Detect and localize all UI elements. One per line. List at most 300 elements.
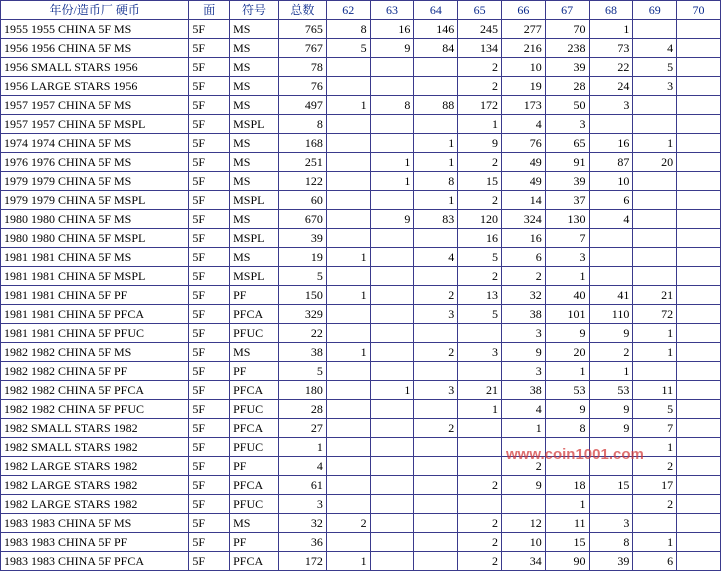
row-grade-67	[545, 438, 589, 457]
row-grade-65: 2	[458, 476, 502, 495]
row-grade-65: 2	[458, 267, 502, 286]
row-description: 1982 SMALL STARS 1982	[1, 438, 189, 457]
row-grade-68	[589, 229, 633, 248]
row-grade-62: 1	[326, 343, 370, 362]
row-total: 39	[279, 229, 327, 248]
table-row[interactable]	[1, 134, 721, 153]
row-grade-68: 3	[589, 514, 633, 533]
row-grade-67: 40	[545, 286, 589, 305]
row-grade-62	[326, 476, 370, 495]
table-row[interactable]	[1, 286, 721, 305]
row-face-value: 5F	[189, 343, 230, 362]
row-description: 1982 1982 CHINA 5F PFUC	[1, 400, 189, 419]
row-face-value: 5F	[189, 134, 230, 153]
row-grade-70	[677, 248, 721, 267]
row-grade-66: 216	[501, 39, 545, 58]
row-description: 1980 1980 CHINA 5F MS	[1, 210, 189, 229]
table-row[interactable]	[1, 58, 721, 77]
row-grade-65: 21	[458, 381, 502, 400]
row-grade-70	[677, 153, 721, 172]
row-face-value: 5F	[189, 362, 230, 381]
row-description: 1957 1957 CHINA 5F MS	[1, 96, 189, 115]
table-row[interactable]	[1, 77, 721, 96]
table-row[interactable]	[1, 533, 721, 552]
row-grade-64: 1	[414, 153, 458, 172]
row-face-value: 5F	[189, 191, 230, 210]
row-total: 27	[279, 419, 327, 438]
row-total: 28	[279, 400, 327, 419]
row-grade-67: 238	[545, 39, 589, 58]
row-grade-69: 20	[633, 153, 677, 172]
row-grade-68: 39	[589, 552, 633, 571]
row-grade-64	[414, 229, 458, 248]
row-grade-62	[326, 172, 370, 191]
row-grade-69	[633, 248, 677, 267]
row-total: 19	[279, 248, 327, 267]
row-designation: MS	[230, 153, 279, 172]
row-grade-64	[414, 438, 458, 457]
row-grade-69	[633, 96, 677, 115]
row-description: 1979 1979 CHINA 5F MS	[1, 172, 189, 191]
row-grade-70	[677, 495, 721, 514]
row-grade-66: 76	[501, 134, 545, 153]
table-row[interactable]	[1, 20, 721, 39]
col-header-65: 65	[458, 1, 502, 20]
row-grade-70	[677, 191, 721, 210]
row-grade-64	[414, 476, 458, 495]
row-grade-66: 32	[501, 286, 545, 305]
row-grade-63	[370, 457, 414, 476]
row-grade-62: 1	[326, 286, 370, 305]
row-grade-66: 14	[501, 191, 545, 210]
row-grade-62	[326, 438, 370, 457]
row-grade-68: 4	[589, 210, 633, 229]
row-designation: MS	[230, 248, 279, 267]
row-grade-67: 3	[545, 115, 589, 134]
row-grade-64	[414, 58, 458, 77]
row-grade-70	[677, 419, 721, 438]
row-grade-62: 5	[326, 39, 370, 58]
watermark-text: www.coin1001.com	[506, 446, 644, 463]
row-grade-62	[326, 362, 370, 381]
row-grade-65: 2	[458, 191, 502, 210]
row-grade-68: 41	[589, 286, 633, 305]
table-row[interactable]	[1, 343, 721, 362]
table-row[interactable]	[1, 153, 721, 172]
row-grade-64: 2	[414, 419, 458, 438]
row-grade-63	[370, 305, 414, 324]
row-grade-64	[414, 115, 458, 134]
row-face-value: 5F	[189, 210, 230, 229]
row-grade-65	[458, 438, 502, 457]
row-grade-67: 9	[545, 324, 589, 343]
col-header-69: 69	[633, 1, 677, 20]
row-grade-70	[677, 172, 721, 191]
row-grade-62	[326, 324, 370, 343]
row-grade-65: 5	[458, 305, 502, 324]
row-grade-65: 134	[458, 39, 502, 58]
row-grade-67: 7	[545, 229, 589, 248]
row-grade-68: 53	[589, 381, 633, 400]
row-designation: PF	[230, 533, 279, 552]
row-grade-69: 2	[633, 495, 677, 514]
row-grade-65: 2	[458, 533, 502, 552]
row-grade-68: 22	[589, 58, 633, 77]
row-grade-64: 84	[414, 39, 458, 58]
row-grade-69: 1	[633, 343, 677, 362]
row-grade-63	[370, 419, 414, 438]
row-grade-63	[370, 514, 414, 533]
row-grade-64	[414, 362, 458, 381]
table-row[interactable]	[1, 457, 721, 476]
row-grade-67: 91	[545, 153, 589, 172]
row-grade-66: 324	[501, 210, 545, 229]
row-grade-62	[326, 400, 370, 419]
row-grade-70	[677, 476, 721, 495]
table-row[interactable]	[1, 305, 721, 324]
row-grade-65: 2	[458, 153, 502, 172]
row-grade-63: 9	[370, 39, 414, 58]
row-grade-65: 3	[458, 343, 502, 362]
row-grade-63	[370, 248, 414, 267]
row-grade-68	[589, 248, 633, 267]
row-grade-64: 83	[414, 210, 458, 229]
row-grade-62	[326, 457, 370, 476]
row-grade-63	[370, 115, 414, 134]
table-row[interactable]	[1, 324, 721, 343]
row-grade-62	[326, 495, 370, 514]
row-grade-63	[370, 324, 414, 343]
row-total: 32	[279, 514, 327, 533]
row-grade-66: 16	[501, 229, 545, 248]
col-header-62: 62	[326, 1, 370, 20]
row-total: 60	[279, 191, 327, 210]
row-grade-64	[414, 267, 458, 286]
table-row[interactable]	[1, 514, 721, 533]
row-grade-63	[370, 533, 414, 552]
col-header-63: 63	[370, 1, 414, 20]
row-grade-65: 1	[458, 115, 502, 134]
row-grade-62	[326, 267, 370, 286]
row-grade-70	[677, 286, 721, 305]
row-grade-69: 1	[633, 438, 677, 457]
row-total: 3	[279, 495, 327, 514]
row-total: 38	[279, 343, 327, 362]
row-face-value: 5F	[189, 438, 230, 457]
row-grade-64: 3	[414, 381, 458, 400]
row-grade-64	[414, 77, 458, 96]
row-grade-67: 9	[545, 400, 589, 419]
row-grade-69	[633, 267, 677, 286]
row-grade-68: 2	[589, 343, 633, 362]
row-grade-70	[677, 115, 721, 134]
row-grade-65: 5	[458, 248, 502, 267]
row-grade-70	[677, 324, 721, 343]
row-designation: PFCA	[230, 305, 279, 324]
row-grade-68	[589, 495, 633, 514]
row-grade-67: 101	[545, 305, 589, 324]
row-grade-68: 9	[589, 324, 633, 343]
row-grade-66	[501, 495, 545, 514]
row-face-value: 5F	[189, 324, 230, 343]
row-grade-68	[589, 438, 633, 457]
row-grade-68: 16	[589, 134, 633, 153]
row-total: 168	[279, 134, 327, 153]
row-grade-66: 4	[501, 115, 545, 134]
table-row[interactable]	[1, 248, 721, 267]
row-grade-68: 110	[589, 305, 633, 324]
row-total: 76	[279, 77, 327, 96]
row-face-value: 5F	[189, 495, 230, 514]
row-grade-68: 10	[589, 172, 633, 191]
row-grade-68: 9	[589, 419, 633, 438]
row-grade-65: 16	[458, 229, 502, 248]
row-face-value: 5F	[189, 533, 230, 552]
row-grade-63	[370, 343, 414, 362]
row-grade-62: 1	[326, 96, 370, 115]
row-designation: MS	[230, 172, 279, 191]
row-grade-63: 1	[370, 381, 414, 400]
row-total: 36	[279, 533, 327, 552]
row-total: 22	[279, 324, 327, 343]
row-face-value: 5F	[189, 96, 230, 115]
table-row[interactable]	[1, 362, 721, 381]
table-row[interactable]	[1, 381, 721, 400]
row-total: 180	[279, 381, 327, 400]
row-designation: PFUC	[230, 495, 279, 514]
row-face-value: 5F	[189, 229, 230, 248]
row-grade-69: 5	[633, 58, 677, 77]
row-description: 1982 1982 CHINA 5F PF	[1, 362, 189, 381]
row-grade-70	[677, 362, 721, 381]
table-row[interactable]	[1, 495, 721, 514]
row-grade-70	[677, 381, 721, 400]
row-grade-67: 50	[545, 96, 589, 115]
row-grade-67: 37	[545, 191, 589, 210]
col-header-64: 64	[414, 1, 458, 20]
row-grade-67: 3	[545, 248, 589, 267]
col-header-face: 面	[189, 1, 230, 20]
row-grade-63	[370, 552, 414, 571]
row-grade-66: 3	[501, 324, 545, 343]
row-grade-68: 24	[589, 77, 633, 96]
row-grade-63	[370, 134, 414, 153]
table-row[interactable]	[1, 400, 721, 419]
row-grade-69: 6	[633, 552, 677, 571]
row-grade-62	[326, 58, 370, 77]
row-grade-64	[414, 457, 458, 476]
row-grade-69: 21	[633, 286, 677, 305]
row-description: 1979 1979 CHINA 5F MSPL	[1, 191, 189, 210]
table-row[interactable]	[1, 39, 721, 58]
row-grade-64: 146	[414, 20, 458, 39]
row-grade-62: 2	[326, 514, 370, 533]
row-grade-67: 18	[545, 476, 589, 495]
row-designation: MS	[230, 343, 279, 362]
row-grade-62	[326, 134, 370, 153]
row-grade-66: 6	[501, 248, 545, 267]
row-grade-67: 130	[545, 210, 589, 229]
row-grade-66: 2	[501, 267, 545, 286]
row-grade-62	[326, 381, 370, 400]
table-row[interactable]	[1, 438, 721, 457]
row-grade-63	[370, 191, 414, 210]
row-grade-63	[370, 286, 414, 305]
col-header-70: 70	[677, 1, 721, 20]
row-grade-69: 2	[633, 457, 677, 476]
table-row[interactable]	[1, 229, 721, 248]
row-grade-65	[458, 419, 502, 438]
row-grade-66: 19	[501, 77, 545, 96]
row-grade-64	[414, 324, 458, 343]
row-description: 1981 1981 CHINA 5F MSPL	[1, 267, 189, 286]
row-designation: PFUC	[230, 324, 279, 343]
row-grade-65: 9	[458, 134, 502, 153]
row-grade-69: 7	[633, 419, 677, 438]
row-grade-69	[633, 229, 677, 248]
row-description: 1981 1981 CHINA 5F MS	[1, 248, 189, 267]
row-grade-62	[326, 305, 370, 324]
row-grade-63	[370, 495, 414, 514]
row-total: 122	[279, 172, 327, 191]
row-grade-62	[326, 153, 370, 172]
table-row[interactable]	[1, 115, 721, 134]
row-description: 1982 1982 CHINA 5F PFCA	[1, 381, 189, 400]
row-total: 1	[279, 438, 327, 457]
table-row[interactable]	[1, 96, 721, 115]
col-header-67: 67	[545, 1, 589, 20]
row-designation: MS	[230, 77, 279, 96]
table-row[interactable]	[1, 172, 721, 191]
row-description: 1955 1955 CHINA 5F MS	[1, 20, 189, 39]
row-grade-64: 8	[414, 172, 458, 191]
row-grade-67: 53	[545, 381, 589, 400]
row-grade-70	[677, 457, 721, 476]
row-grade-66: 38	[501, 381, 545, 400]
row-grade-67: 11	[545, 514, 589, 533]
row-grade-68: 87	[589, 153, 633, 172]
row-total: 8	[279, 115, 327, 134]
row-grade-66: 34	[501, 552, 545, 571]
row-grade-70	[677, 305, 721, 324]
col-header-66: 66	[501, 1, 545, 20]
row-designation: PF	[230, 457, 279, 476]
row-grade-64: 2	[414, 343, 458, 362]
row-grade-66: 4	[501, 400, 545, 419]
row-grade-69	[633, 514, 677, 533]
row-grade-63: 1	[370, 153, 414, 172]
row-grade-70	[677, 552, 721, 571]
row-description: 1981 1981 CHINA 5F PFCA	[1, 305, 189, 324]
table-row[interactable]	[1, 476, 721, 495]
table-body	[1, 20, 721, 571]
row-grade-69: 72	[633, 305, 677, 324]
row-grade-67: 39	[545, 172, 589, 191]
table-row[interactable]	[1, 267, 721, 286]
row-grade-66: 38	[501, 305, 545, 324]
row-face-value: 5F	[189, 400, 230, 419]
row-grade-65: 2	[458, 514, 502, 533]
table-header	[1, 1, 721, 20]
row-grade-63	[370, 229, 414, 248]
row-grade-64	[414, 400, 458, 419]
table-row[interactable]	[1, 191, 721, 210]
table-row[interactable]	[1, 210, 721, 229]
row-grade-62	[326, 77, 370, 96]
row-designation: PFUC	[230, 438, 279, 457]
row-face-value: 5F	[189, 457, 230, 476]
row-grade-64: 1	[414, 191, 458, 210]
row-grade-67: 1	[545, 267, 589, 286]
row-face-value: 5F	[189, 248, 230, 267]
row-grade-69: 1	[633, 324, 677, 343]
col-header-mark: 符号	[230, 1, 279, 20]
row-grade-68: 73	[589, 39, 633, 58]
row-grade-63	[370, 77, 414, 96]
row-grade-63	[370, 362, 414, 381]
row-grade-68	[589, 115, 633, 134]
row-face-value: 5F	[189, 267, 230, 286]
row-grade-65: 15	[458, 172, 502, 191]
row-grade-68	[589, 267, 633, 286]
row-total: 61	[279, 476, 327, 495]
row-grade-66: 10	[501, 533, 545, 552]
row-grade-64	[414, 552, 458, 571]
row-designation: MS	[230, 514, 279, 533]
row-grade-67: 70	[545, 20, 589, 39]
row-face-value: 5F	[189, 172, 230, 191]
row-grade-64	[414, 495, 458, 514]
col-header-68: 68	[589, 1, 633, 20]
row-description: 1956 LARGE STARS 1956	[1, 77, 189, 96]
row-designation: MS	[230, 39, 279, 58]
row-grade-69: 17	[633, 476, 677, 495]
col-header-total: 总数	[279, 1, 327, 20]
row-description: 1981 1981 CHINA 5F PFUC	[1, 324, 189, 343]
row-description: 1983 1983 CHINA 5F MS	[1, 514, 189, 533]
row-designation: PFCA	[230, 419, 279, 438]
row-grade-64	[414, 533, 458, 552]
row-grade-67: 20	[545, 343, 589, 362]
row-face-value: 5F	[189, 381, 230, 400]
row-grade-65: 2	[458, 77, 502, 96]
row-grade-65	[458, 324, 502, 343]
row-description: 1956 1956 CHINA 5F MS	[1, 39, 189, 58]
row-face-value: 5F	[189, 153, 230, 172]
row-grade-65: 2	[458, 552, 502, 571]
table-row[interactable]	[1, 552, 721, 571]
row-grade-70	[677, 400, 721, 419]
row-description: 1982 LARGE STARS 1982	[1, 476, 189, 495]
row-grade-69: 1	[633, 533, 677, 552]
row-grade-66: 173	[501, 96, 545, 115]
row-grade-65	[458, 362, 502, 381]
row-grade-68: 6	[589, 191, 633, 210]
row-total: 670	[279, 210, 327, 229]
row-grade-66: 277	[501, 20, 545, 39]
row-grade-68: 9	[589, 400, 633, 419]
row-grade-69	[633, 172, 677, 191]
row-grade-66: 3	[501, 362, 545, 381]
row-description: 1974 1974 CHINA 5F MS	[1, 134, 189, 153]
row-grade-66: 1	[501, 419, 545, 438]
row-grade-63: 8	[370, 96, 414, 115]
row-grade-62	[326, 229, 370, 248]
row-grade-66: 49	[501, 153, 545, 172]
table-row[interactable]	[1, 419, 721, 438]
row-grade-63	[370, 438, 414, 457]
row-grade-65	[458, 457, 502, 476]
